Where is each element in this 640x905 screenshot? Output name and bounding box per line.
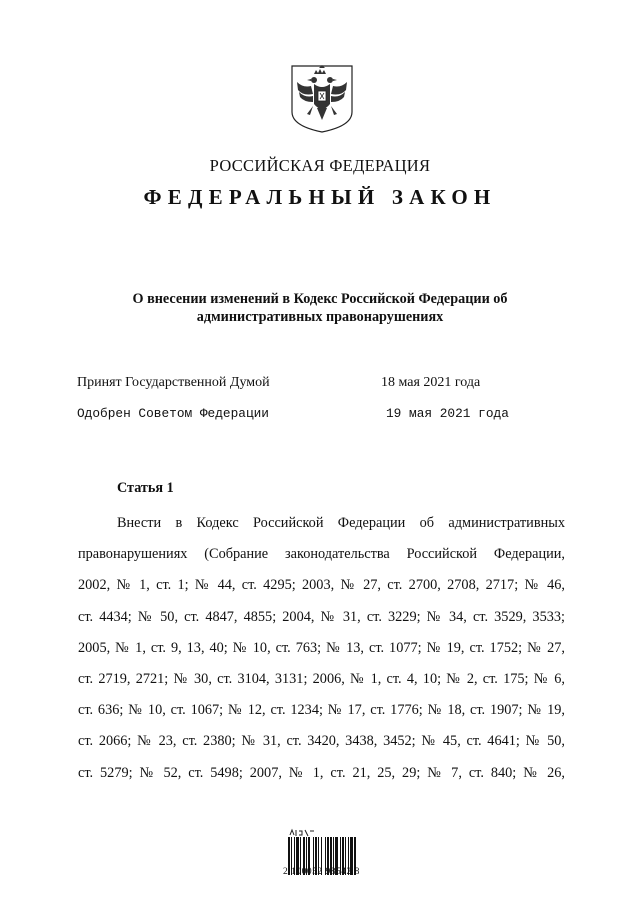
document-type-heading: ФЕДЕРАЛЬНЫЙ ЗАКОН (143, 185, 497, 209)
body-line: правонарушениях (Собрание законодательства Российской Федерации, (78, 546, 565, 563)
body-line: Внести в Кодекс Российской Федерации об административных (117, 515, 565, 531)
adoption-label: Одобрен Советом Федерации (77, 406, 269, 421)
country-heading: РОССИЙСКАЯ ФЕДЕРАЦИЯ (209, 156, 431, 175)
adoption-date: 19 мая 2021 года (386, 406, 509, 421)
article-heading: Статья 1 (117, 480, 174, 496)
body-line: 2005, № 1, ст. 9, 13, 40; № 10, ст. 763; № 13, ст. 1077; № 19, ст. 1752; № 27, (78, 639, 565, 656)
body-line: ст. 2066; № 23, ст. 2380; № 31, ст. 3420, 3438, 3452; № 45, ст. 4641; № 50, (78, 733, 565, 750)
law-title (100, 290, 540, 326)
coat-of-arms-icon (289, 64, 355, 134)
law-title-line: административных правонарушениях (196, 309, 444, 325)
body-line: ст. 4434; № 50, ст. 4847, 4855; 2004, № 31, ст. 3229; № 34, ст. 3529, 3533; (78, 608, 565, 625)
adoption-label: Принят Государственной Думой (77, 375, 270, 390)
body-line: ст. 5279; № 52, ст. 5498; 2007, № 1, ст. 21, 25, 29; № 7, ст. 840; № 26, (78, 764, 565, 781)
law-title-line: О внесении изменений в Кодекс Российской Федерации об (132, 291, 508, 307)
barcode-number: 2 100052 98542 8 (283, 867, 360, 877)
body-line: 2002, № 1, ст. 1; № 44, ст. 4295; 2003, № 27, ст. 2700, 2708, 2717; № 46, (78, 577, 565, 594)
adoption-date: 18 мая 2021 года (381, 375, 481, 390)
body-line: ст. 636; № 10, ст. 1067; № 12, ст. 1234; № 17, ст. 1776; № 18, ст. 1907; № 19, (78, 702, 565, 719)
body-line: ст. 2719, 2721; № 30, ст. 3104, 3131; 2006, № 1, ст. 4, 10; № 2, ст. 175; № 6, (78, 671, 565, 688)
article-body (78, 508, 565, 789)
